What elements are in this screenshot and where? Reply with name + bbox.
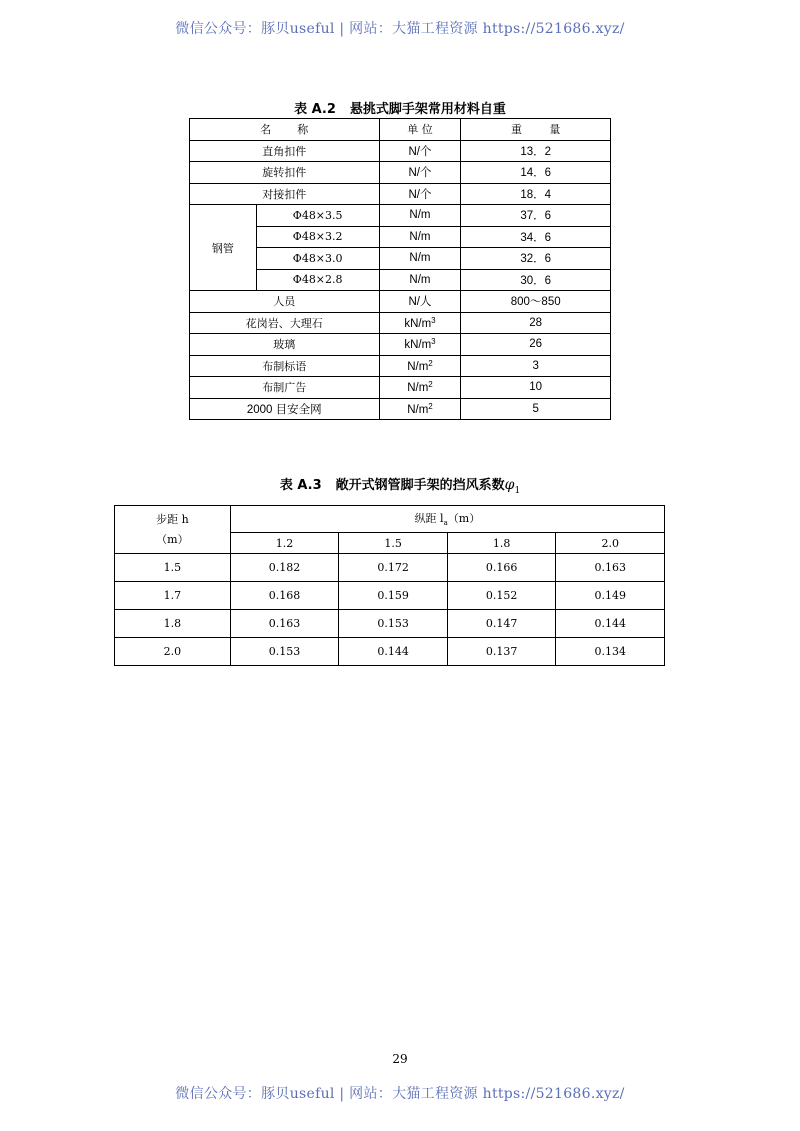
table-a2-caption [0,98,800,117]
spacing-value: 1.5 [339,533,448,554]
pipe-spec: Φ48×2.8 [256,269,379,291]
step-value: 1.8 [115,610,231,638]
cell-value: 0.149 [556,582,665,610]
row-weight: 13．2 [461,140,611,162]
table-row [190,312,611,334]
row-weight: 26 [461,334,611,356]
table-row [190,355,611,377]
cell-value: 0.163 [556,554,665,582]
row-weight: 800～850 [461,291,611,313]
table-row [115,582,665,610]
row-weight: 37．6 [461,205,611,227]
row-weight: 10 [461,377,611,399]
header-weight: 重 量 [461,119,611,141]
row-unit: N/人 [379,291,461,313]
header-step: 步距 h （m） [115,506,231,554]
cell-value: 0.168 [230,582,339,610]
step-value: 1.7 [115,582,231,610]
pipe-spec: Φ48×3.2 [256,226,379,248]
row-name: 旋转扣件 [190,162,380,184]
watermark-bottom: 微信公众号：豚贝useful | 网站：大猫工程资源 https://521686.xyz/ [175,1086,625,1102]
row-weight: 28 [461,312,611,334]
cell-value: 0.137 [447,638,556,666]
row-unit: $N/m^2$ [379,398,461,420]
row-unit: $N/m^2$ [379,377,461,399]
row-unit: $kN/m^3$ [379,312,461,334]
spacing-value: 1.2 [230,533,339,554]
step-value: 1.5 [115,554,231,582]
row-name: 布制标语 [190,355,380,377]
cell-value: 0.166 [447,554,556,582]
table-row [190,398,611,420]
table-row [190,183,611,205]
table-a2-caption-title: 悬挑式脚手架常用材料自重 [349,102,506,117]
cell-value: 0.172 [339,554,448,582]
row-unit: N/m [379,269,461,291]
pipe-spec: Φ48×3.5 [256,205,379,227]
row-weight: 30．6 [461,269,611,291]
table-row [190,162,611,184]
watermark-top: 微信公众号：豚贝useful | 网站：大猫工程资源 https://521686.xyz/ [175,21,625,37]
table-header-row [190,119,611,141]
table-row [115,610,665,638]
row-weight: 14．6 [461,162,611,184]
cell-value: 0.153 [230,638,339,666]
row-unit: $N/m^2$ [379,355,461,377]
row-weight: 32．6 [461,248,611,270]
row-weight: 5 [461,398,611,420]
page-number: 29 [392,1052,408,1066]
cell-value: 0.153 [339,610,448,638]
row-weight: 34．6 [461,226,611,248]
row-name: 对接扣件 [190,183,380,205]
table-a3 [114,505,665,666]
pipe-spec: Φ48×3.0 [256,248,379,270]
cell-value: 0.152 [447,582,556,610]
spacing-value: 2.0 [556,533,665,554]
cell-value: 0.159 [339,582,448,610]
row-unit: $kN/m^3$ [379,334,461,356]
row-name: 花岗岩、大理石 [190,312,380,334]
table-a3-caption-title: 敞开式钢管脚手架的挡风系数 [335,478,505,493]
header-unit: 单 位 [379,119,461,141]
spacing-value: 1.8 [447,533,556,554]
table-a2-caption-number: 表 A.2 [294,102,336,117]
table-row [115,554,665,582]
row-name: 布制广告 [190,377,380,399]
row-unit: N/m [379,226,461,248]
table-row [115,638,665,666]
row-unit: N/m [379,205,461,227]
row-unit: N/个 [379,140,461,162]
table-row [190,291,611,313]
cell-value: 0.144 [556,610,665,638]
cell-value: 0.147 [447,610,556,638]
table-a3-caption [0,474,800,496]
cell-value: 0.144 [339,638,448,666]
row-name: 玻璃 [190,334,380,356]
table-row [190,205,611,227]
cell-value: 0.182 [230,554,339,582]
table-row [190,140,611,162]
row-name: 直角扣件 [190,140,380,162]
cell-value: 0.163 [230,610,339,638]
row-unit: N/m [379,248,461,270]
row-weight: 3 [461,355,611,377]
header-name: 名称 [190,119,380,141]
row-unit: N/个 [379,162,461,184]
table-header-row [115,506,665,533]
row-unit: N/个 [379,183,461,205]
step-value: 2.0 [115,638,231,666]
table-row [190,334,611,356]
wind-coefficient-symbol: $\varphi_1$ [504,477,521,496]
header-spacing: 纵距 $l_a(m)$ [230,506,664,533]
table-a3-caption-number: 表 A.3 [279,478,322,493]
cell-value: 0.134 [556,638,665,666]
row-name: 人员 [190,291,380,313]
table-row [190,377,611,399]
row-weight: 18．4 [461,183,611,205]
table-a2 [189,118,611,420]
row-name: 2000 目安全网 [190,398,380,420]
pipe-group-label: 钢管 [190,205,257,291]
